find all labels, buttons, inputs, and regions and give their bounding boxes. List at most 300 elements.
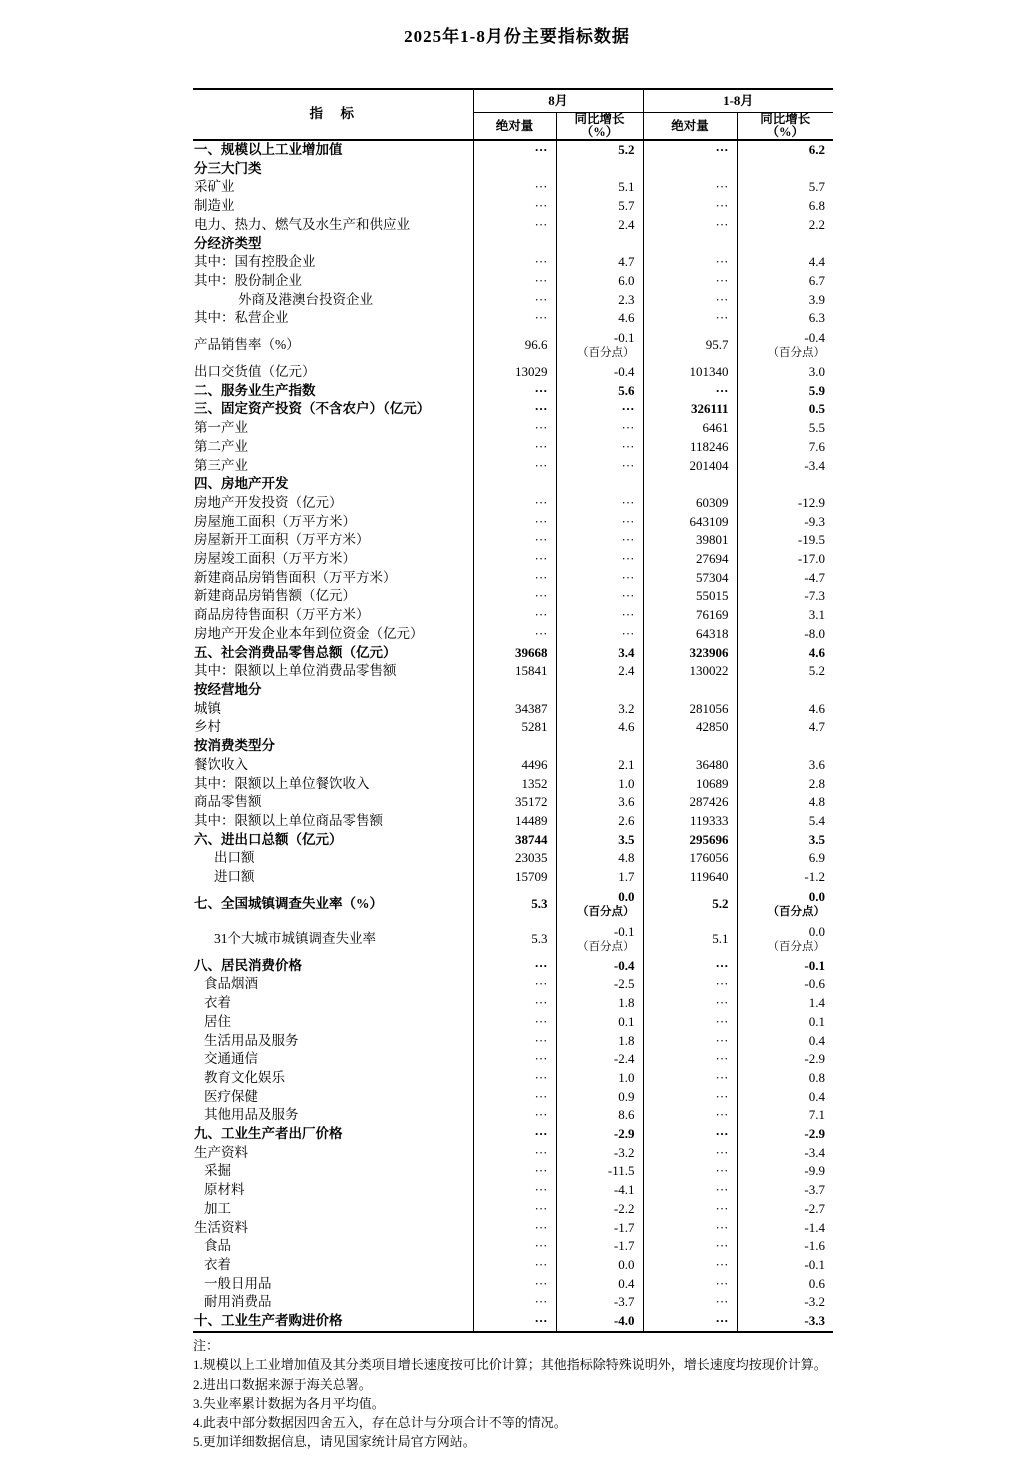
august-absolute-value: ··· — [473, 513, 556, 532]
indicator-label: 新建商品房销售额（亿元） — [193, 587, 473, 606]
august-absolute-value: ··· — [473, 625, 556, 644]
august-yoy-value: -1.7 — [556, 1219, 643, 1238]
indicator-label: 其中：国有控股企业 — [193, 253, 473, 272]
table-row — [193, 718, 833, 737]
indicator-label: 其中：限额以上单位商品零售额 — [193, 812, 473, 831]
august-absolute-value: 5.3 — [473, 922, 556, 957]
table-row — [193, 681, 833, 700]
august-yoy-value: 4.7 — [556, 253, 643, 272]
august-absolute-value: ··· — [473, 253, 556, 272]
table-row — [193, 569, 833, 588]
indicator-label: 产品销售率（%） — [193, 328, 473, 363]
table-row — [193, 625, 833, 644]
table-row — [193, 1162, 833, 1181]
indicator-label: 医疗保健 — [193, 1088, 473, 1107]
table-row — [193, 1200, 833, 1219]
indicator-label: 房屋新开工面积（万平方米） — [193, 531, 473, 550]
indicator-label: 房屋竣工面积（万平方米） — [193, 550, 473, 569]
indicator-label: 电力、热力、燃气及水生产和供应业 — [193, 216, 473, 235]
janaug-yoy-value: -1.6 — [804, 1238, 826, 1254]
indicator-label: 房屋施工面积（万平方米） — [193, 513, 473, 532]
august-absolute-value: ··· — [473, 1256, 556, 1275]
table-row — [193, 1106, 833, 1125]
table-row — [193, 140, 833, 160]
table-row — [193, 438, 833, 457]
table-row — [193, 1144, 833, 1163]
janaug-yoy-value: 0.6 — [808, 1275, 826, 1291]
indicator-label: 其中：私营企业 — [193, 309, 473, 328]
august-absolute-value: ··· — [473, 1050, 556, 1069]
august-yoy-value — [556, 737, 643, 756]
janaug-yoy-value: -7.3 — [804, 588, 826, 604]
table-row — [193, 235, 833, 254]
janaug-yoy-value: 4.7 — [808, 719, 826, 735]
indicator-label: 分经济类型 — [193, 235, 473, 254]
janaug-absolute-value: 27694 — [643, 550, 737, 569]
table-row — [193, 291, 833, 310]
indicators-table — [193, 88, 833, 1333]
janaug-absolute-value: ··· — [643, 1050, 737, 1069]
janaug-yoy-value: 0.0 （百分点） — [767, 888, 826, 918]
janaug-absolute-value: ··· — [643, 1275, 737, 1294]
janaug-absolute-value: ··· — [643, 291, 737, 310]
august-yoy-value: -2.2 — [556, 1200, 643, 1219]
janaug-absolute-value: 57304 — [643, 569, 737, 588]
august-absolute-value: ··· — [473, 419, 556, 438]
janaug-yoy-value — [737, 737, 833, 756]
table-row — [193, 457, 833, 476]
august-yoy-value: 1.8 — [556, 994, 643, 1013]
janaug-yoy-value: 3.0 — [808, 364, 826, 380]
janaug-absolute-value: ··· — [643, 975, 737, 994]
august-absolute-value: 15841 — [473, 662, 556, 681]
footnote-item: 5.更加详细数据信息，请见国家统计局官方网站。 — [193, 1434, 476, 1450]
august-absolute-value — [473, 737, 556, 756]
august-absolute-value: 34387 — [473, 700, 556, 719]
janaug-absolute-value: ··· — [643, 1088, 737, 1107]
janaug-absolute-value: ··· — [643, 1293, 737, 1312]
janaug-absolute-value: ··· — [643, 253, 737, 272]
august-absolute-value: ··· — [473, 606, 556, 625]
table-row — [193, 531, 833, 550]
indicator-label: 按消费类型分 — [193, 737, 473, 756]
august-yoy-value: 5.2 — [556, 140, 643, 160]
janaug-absolute-value: ··· — [643, 1256, 737, 1275]
janaug-yoy-value: 3.5 — [808, 831, 826, 847]
indicator-label: 其中：限额以上单位餐饮收入 — [193, 775, 473, 794]
janaug-yoy-value: 7.1 — [808, 1107, 826, 1123]
august-yoy-value: 4.6 — [556, 718, 643, 737]
august-absolute-value: 1352 — [473, 775, 556, 794]
indicator-label: 制造业 — [193, 197, 473, 216]
table-row — [193, 1125, 833, 1144]
august-absolute-value: 5.3 — [473, 887, 556, 922]
august-yoy-value: ··· — [556, 625, 643, 644]
janaug-yoy-value: 0.5 — [808, 401, 826, 417]
janaug-yoy-value — [737, 475, 833, 494]
table-row — [193, 178, 833, 197]
footnotes-heading: 注： — [193, 1338, 220, 1353]
janaug-absolute-value: 643109 — [643, 513, 737, 532]
janaug-yoy-value: 3.9 — [808, 291, 826, 307]
indicator-label: 第二产业 — [193, 438, 473, 457]
august-absolute-value: ··· — [473, 531, 556, 550]
table-row — [193, 849, 833, 868]
indicator-label: 六、进出口总额（亿元） — [193, 831, 473, 850]
janaug-yoy-value: -0.1 — [804, 1256, 826, 1272]
indicator-label: 十、工业生产者购进价格 — [193, 1312, 473, 1332]
indicator-label: 衣着 — [193, 994, 473, 1013]
august-yoy-value: ··· — [556, 569, 643, 588]
august-yoy-value: 3.4 — [556, 644, 643, 663]
august-yoy-value: 2.6 — [556, 812, 643, 831]
janaug-yoy-value: 5.5 — [808, 420, 826, 436]
column-header-janaug-absolute: 绝对量 — [643, 113, 737, 141]
august-absolute-value: ··· — [473, 178, 556, 197]
indicator-label: 出口交货值（亿元） — [193, 363, 473, 382]
page-title: 2025年1-8月份主要指标数据 — [404, 27, 630, 46]
table-row — [193, 793, 833, 812]
janaug-yoy-value: -3.4 — [804, 457, 826, 473]
janaug-absolute-value: 118246 — [643, 438, 737, 457]
indicator-label: 第三产业 — [193, 457, 473, 476]
column-header-indicator: 指 标 — [193, 89, 473, 140]
august-yoy-value: 4.8 — [556, 849, 643, 868]
janaug-absolute-value: ··· — [643, 1237, 737, 1256]
august-yoy-value — [556, 475, 643, 494]
august-yoy-value: 8.6 — [556, 1106, 643, 1125]
janaug-absolute-value: 119333 — [643, 812, 737, 831]
table-row — [193, 419, 833, 438]
janaug-absolute-value: 64318 — [643, 625, 737, 644]
august-yoy-value: -0.4 — [556, 957, 643, 976]
table-row — [193, 587, 833, 606]
table-row — [193, 272, 833, 291]
footnote-item: 3.失业率累计数据为各月平均值。 — [193, 1395, 385, 1411]
janaug-yoy-value: -17.0 — [797, 551, 826, 567]
janaug-yoy-value: 2.8 — [808, 775, 826, 791]
indicator-label: 31个大城市城镇调查失业率 — [193, 922, 473, 957]
indicator-label: 衣着 — [193, 1256, 473, 1275]
janaug-absolute-value: ··· — [643, 957, 737, 976]
august-absolute-value: ··· — [473, 457, 556, 476]
august-yoy-value: -4.1 — [556, 1181, 643, 1200]
august-absolute-value: ··· — [473, 494, 556, 513]
janaug-yoy-value: 5.9 — [808, 382, 826, 398]
indicator-label: 七、全国城镇调查失业率（%） — [193, 887, 473, 922]
janaug-absolute-value: ··· — [643, 1219, 737, 1238]
janaug-absolute-value: 60309 — [643, 494, 737, 513]
janaug-yoy-value — [737, 681, 833, 700]
janaug-yoy-value: 6.7 — [808, 272, 826, 288]
table-row — [193, 887, 833, 922]
indicator-label: 商品零售额 — [193, 793, 473, 812]
table-row — [193, 494, 833, 513]
august-yoy-value: 1.7 — [556, 868, 643, 887]
yoy-unit: （%） — [580, 125, 619, 139]
janaug-absolute-value: 95.7 — [643, 328, 737, 363]
janaug-absolute-value — [643, 681, 737, 700]
janaug-absolute-value: 130022 — [643, 662, 737, 681]
indicator-label: 教育文化娱乐 — [193, 1069, 473, 1088]
table-row — [193, 756, 833, 775]
table-row — [193, 994, 833, 1013]
table-row — [193, 812, 833, 831]
august-absolute-value: ··· — [473, 957, 556, 976]
august-absolute-value: 96.6 — [473, 328, 556, 363]
indicator-label: 按经营地分 — [193, 681, 473, 700]
janaug-absolute-value — [643, 235, 737, 254]
janaug-absolute-value: ··· — [643, 197, 737, 216]
indicator-label: 三、固定资产投资（不含农户）（亿元） — [193, 400, 473, 419]
janaug-yoy-value: 0.0 （百分点） — [767, 923, 826, 953]
august-yoy-value: -2.4 — [556, 1050, 643, 1069]
indicator-label: 其他用品及服务 — [193, 1106, 473, 1125]
janaug-yoy-value: -3.3 — [804, 1313, 826, 1329]
footnote-item: 2.进出口数据来源于海关总署。 — [193, 1376, 372, 1392]
janaug-absolute-value: 55015 — [643, 587, 737, 606]
august-yoy-value: -3.2 — [556, 1144, 643, 1163]
august-yoy-value: -3.7 — [556, 1293, 643, 1312]
indicator-label: 交通通信 — [193, 1050, 473, 1069]
august-absolute-value: 38744 — [473, 831, 556, 850]
janaug-absolute-value: 119640 — [643, 868, 737, 887]
yoy-unit: （%） — [766, 125, 805, 139]
table-row — [193, 1088, 833, 1107]
janaug-yoy-value: 0.1 — [808, 1013, 826, 1029]
august-absolute-value: ··· — [473, 291, 556, 310]
janaug-yoy-value: -12.9 — [797, 494, 826, 510]
yoy-label: 同比增长 — [574, 112, 625, 126]
column-header-august-absolute: 绝对量 — [473, 113, 556, 141]
indicator-label: 加工 — [193, 1200, 473, 1219]
janaug-yoy-value: -2.9 — [804, 1051, 826, 1067]
august-absolute-value: 4496 — [473, 756, 556, 775]
table-row — [193, 1013, 833, 1032]
janaug-absolute-value: 5.1 — [643, 922, 737, 957]
indicator-label: 房地产开发企业本年到位资金（亿元） — [193, 625, 473, 644]
janaug-absolute-value: 42850 — [643, 718, 737, 737]
janaug-absolute-value: 176056 — [643, 849, 737, 868]
indicator-label: 居住 — [193, 1013, 473, 1032]
janaug-absolute-value: ··· — [643, 994, 737, 1013]
august-absolute-value: 35172 — [473, 793, 556, 812]
janaug-yoy-value: 6.8 — [808, 198, 826, 214]
indicator-label: 食品烟酒 — [193, 975, 473, 994]
janaug-yoy-value: 6.3 — [808, 310, 826, 326]
august-absolute-value: ··· — [473, 975, 556, 994]
august-yoy-value: 5.6 — [556, 382, 643, 401]
janaug-yoy-value — [737, 160, 833, 179]
table-row — [193, 550, 833, 569]
janaug-absolute-value: ··· — [643, 1069, 737, 1088]
august-yoy-value: 2.4 — [556, 216, 643, 235]
august-absolute-value: 15709 — [473, 868, 556, 887]
august-yoy-value: ··· — [556, 513, 643, 532]
august-yoy-value: 0.0 — [556, 1256, 643, 1275]
table-row — [193, 382, 833, 401]
janaug-yoy-value: 5.2 — [808, 663, 826, 679]
august-yoy-value: -4.0 — [556, 1312, 643, 1332]
indicator-label: 食品 — [193, 1237, 473, 1256]
table-row — [193, 1312, 833, 1332]
janaug-absolute-value: 281056 — [643, 700, 737, 719]
indicator-label: 一、规模以上工业增加值 — [193, 140, 473, 160]
indicator-label: 采掘 — [193, 1162, 473, 1181]
august-absolute-value: ··· — [473, 1312, 556, 1332]
august-yoy-value: 2.3 — [556, 291, 643, 310]
janaug-absolute-value: ··· — [643, 1106, 737, 1125]
august-absolute-value: ··· — [473, 550, 556, 569]
august-yoy-value: -0.4 — [556, 363, 643, 382]
august-yoy-value: ··· — [556, 550, 643, 569]
august-absolute-value: ··· — [473, 382, 556, 401]
column-header-janaug-yoy — [737, 113, 833, 141]
janaug-absolute-value: ··· — [643, 1144, 737, 1163]
august-yoy-value — [556, 235, 643, 254]
august-absolute-value: ··· — [473, 400, 556, 419]
august-yoy-value — [556, 681, 643, 700]
column-group-jan-aug: 1-8月 — [643, 89, 833, 113]
janaug-yoy-value: 2.2 — [808, 216, 826, 232]
august-absolute-value: ··· — [473, 1237, 556, 1256]
table-row — [193, 1293, 833, 1312]
janaug-yoy-value: 4.4 — [808, 254, 826, 270]
table-row — [193, 216, 833, 235]
janaug-absolute-value: 6461 — [643, 419, 737, 438]
table-header — [193, 89, 833, 140]
janaug-yoy-value: 1.4 — [808, 995, 826, 1011]
august-yoy-value: 3.5 — [556, 831, 643, 850]
janaug-yoy-value: 0.4 — [808, 1088, 826, 1104]
janaug-absolute-value: ··· — [643, 1013, 737, 1032]
august-absolute-value: ··· — [473, 216, 556, 235]
janaug-absolute-value: ··· — [643, 216, 737, 235]
august-yoy-value: ··· — [556, 587, 643, 606]
janaug-absolute-value: 36480 — [643, 756, 737, 775]
august-yoy-value: 0.4 — [556, 1275, 643, 1294]
indicator-label: 八、居民消费价格 — [193, 957, 473, 976]
august-absolute-value: ··· — [473, 1032, 556, 1051]
janaug-yoy-value: -4.7 — [804, 569, 826, 585]
janaug-yoy-value: 5.4 — [808, 812, 826, 828]
august-absolute-value: 14489 — [473, 812, 556, 831]
janaug-absolute-value: 287426 — [643, 793, 737, 812]
august-yoy-value: 4.6 — [556, 309, 643, 328]
janaug-yoy-value: 5.7 — [808, 179, 826, 195]
indicator-label: 耐用消费品 — [193, 1293, 473, 1312]
august-absolute-value: 5281 — [473, 718, 556, 737]
janaug-yoy-value: -2.9 — [804, 1126, 826, 1142]
janaug-yoy-value: 3.6 — [808, 756, 826, 772]
august-absolute-value: ··· — [473, 587, 556, 606]
janaug-yoy-value: -0.1 — [804, 957, 826, 973]
indicator-label: 新建商品房销售面积（万平方米） — [193, 569, 473, 588]
table-row — [193, 775, 833, 794]
janaug-yoy-value: 4.6 — [808, 644, 826, 660]
august-absolute-value: ··· — [473, 1106, 556, 1125]
august-yoy-value: ··· — [556, 494, 643, 513]
janaug-yoy-value: -9.3 — [804, 513, 826, 529]
table-row — [193, 1069, 833, 1088]
indicator-label: 城镇 — [193, 700, 473, 719]
august-yoy-value: ··· — [556, 457, 643, 476]
indicator-label: 原材料 — [193, 1181, 473, 1200]
august-absolute-value: ··· — [473, 438, 556, 457]
janaug-yoy-value: -19.5 — [797, 532, 826, 548]
indicator-label: 分三大门类 — [193, 160, 473, 179]
indicator-label: 生活用品及服务 — [193, 1032, 473, 1051]
august-absolute-value: 23035 — [473, 849, 556, 868]
august-absolute-value — [473, 681, 556, 700]
august-absolute-value: ··· — [473, 140, 556, 160]
table-row — [193, 831, 833, 850]
august-absolute-value: ··· — [473, 1181, 556, 1200]
table-row — [193, 1219, 833, 1238]
indicator-label: 采矿业 — [193, 178, 473, 197]
august-absolute-value: ··· — [473, 272, 556, 291]
janaug-yoy-value: -0.4 （百分点） — [767, 330, 826, 360]
august-yoy-value: -11.5 — [556, 1162, 643, 1181]
august-absolute-value: ··· — [473, 197, 556, 216]
janaug-absolute-value: 326111 — [643, 400, 737, 419]
janaug-yoy-value: 4.6 — [808, 700, 826, 716]
table-row — [193, 975, 833, 994]
indicator-label: 生产资料 — [193, 1144, 473, 1163]
table-row — [193, 1256, 833, 1275]
august-absolute-value — [473, 160, 556, 179]
column-group-august: 8月 — [473, 89, 643, 113]
table-row — [193, 1181, 833, 1200]
janaug-absolute-value: 323906 — [643, 644, 737, 663]
janaug-yoy-value — [737, 235, 833, 254]
table-row — [193, 737, 833, 756]
janaug-absolute-value: ··· — [643, 272, 737, 291]
table-row — [193, 700, 833, 719]
janaug-yoy-value: 4.8 — [808, 794, 826, 810]
august-yoy-value: 0.1 — [556, 1013, 643, 1032]
janaug-yoy-value: 3.1 — [808, 607, 826, 623]
august-yoy-value: 6.0 — [556, 272, 643, 291]
august-yoy-value: 0.9 — [556, 1088, 643, 1107]
janaug-absolute-value: 76169 — [643, 606, 737, 625]
august-absolute-value: ··· — [473, 309, 556, 328]
august-absolute-value: 39668 — [473, 644, 556, 663]
janaug-yoy-value: -9.9 — [804, 1163, 826, 1179]
indicator-label: 二、服务业生产指数 — [193, 382, 473, 401]
indicator-label: 外商及港澳台投资企业 — [193, 291, 473, 310]
august-yoy-value: ··· — [556, 400, 643, 419]
indicator-label: 房地产开发投资（亿元） — [193, 494, 473, 513]
august-absolute-value: ··· — [473, 1088, 556, 1107]
table-row — [193, 1032, 833, 1051]
indicator-label: 第一产业 — [193, 419, 473, 438]
janaug-absolute-value: 201404 — [643, 457, 737, 476]
janaug-yoy-value: 0.4 — [808, 1032, 826, 1048]
august-absolute-value: ··· — [473, 1293, 556, 1312]
august-absolute-value: ··· — [473, 569, 556, 588]
janaug-yoy-value: 6.2 — [808, 142, 826, 157]
august-yoy-value: ··· — [556, 531, 643, 550]
august-yoy-value: -0.1 （百分点） — [556, 922, 643, 957]
janaug-yoy-value: 6.9 — [808, 850, 826, 866]
yoy-label: 同比增长 — [760, 112, 811, 126]
august-absolute-value: ··· — [473, 1275, 556, 1294]
indicator-label: 四、房地产开发 — [193, 475, 473, 494]
august-yoy-value: ··· — [556, 438, 643, 457]
indicator-label: 其中：股份制企业 — [193, 272, 473, 291]
table-row — [193, 160, 833, 179]
